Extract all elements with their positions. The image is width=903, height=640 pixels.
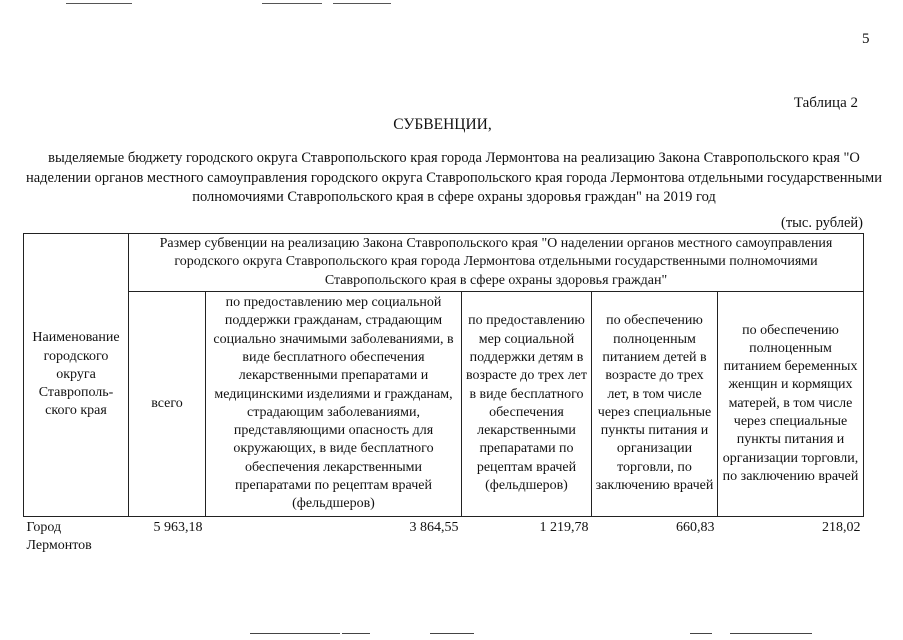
cell-children-medicines: 1 219,78 [539,519,589,535]
header-social-diseases: по предоставлению мер социальной поддержки гражданам, страдающим социально значимыми заболеваниями, в виде бесплатного обеспечения лекарственными препаратами и медицинскими изделиями и гражданам, страдающим заболеваниями, представляющими опасность для окружающих, в виде бесплатного обеспечения лекарственными препаратами по рецептам врачей (фельдшеров) [206,291,462,516]
scan-artifact-bottom [430,633,474,634]
scan-artifact-bottom [730,633,812,634]
table-row [24,516,864,557]
header-subsidy-group: Размер субвенции на реализацию Закона Ставропольского края "О наделении органов местного самоуправления городского округа Ставропольского края города Лермонтова отдельными государственными полномочиями Ставропольского края в сфере охраны здоровья граждан" [129,234,864,292]
scan-artifact-bottom [250,633,340,634]
document-title: СУБВЕНЦИИ, [393,116,492,133]
page-number: 5 [862,31,870,47]
header-children-nutrition: по обеспечению полноценным питанием детей в возрасте до трех лет, в том числе через специальные пункты питания и организации торговли, по заключению врачей [592,291,718,516]
header-total: всего [129,291,206,516]
scan-artifact-top [66,3,132,4]
unit-label: (тыс. рублей) [781,215,863,231]
document-subtitle: выделяемые бюджету городского округа Ставропольского края города Лермонтова на реализацию Закона Ставропольского края "О наделении органов местного самоуправления городского округа Ставропольского края города Лермонтова отдельными государственными полномочиями Ставропольского края в сфере охраны здоровья граждан" на 2019 год [25,150,882,205]
cell-children-nutrition: 660,83 [676,519,715,535]
scan-artifact-bottom [690,633,712,634]
subsidies-table [23,233,864,557]
scan-artifact-top [262,3,322,4]
header-children-medicines: по предоставлению мер социальной поддержки детям в возрасте до трех лет в виде бесплатного обеспечения лекарственными препаратами по рецептам врачей (фельдшеров) [462,291,592,516]
header-mothers-nutrition: по обеспечению полноценным питанием беременных женщин и кормящих матерей, в том числе через специальные пункты питания и организации торговли, по заключению врачей [718,291,864,516]
cell-total: 5 963,18 [153,519,203,535]
header-municipality-name: Наименование городского округа Ставрополь-ского края [24,234,129,517]
scan-artifact-top [333,3,391,4]
row-municipality-name: Город Лермонтов [26,519,92,554]
table-label: Таблица 2 [793,95,858,111]
cell-social-diseases: 3 864,55 [409,519,459,535]
scan-artifact-bottom [342,633,370,634]
cell-mothers-nutrition: 218,02 [822,519,861,535]
